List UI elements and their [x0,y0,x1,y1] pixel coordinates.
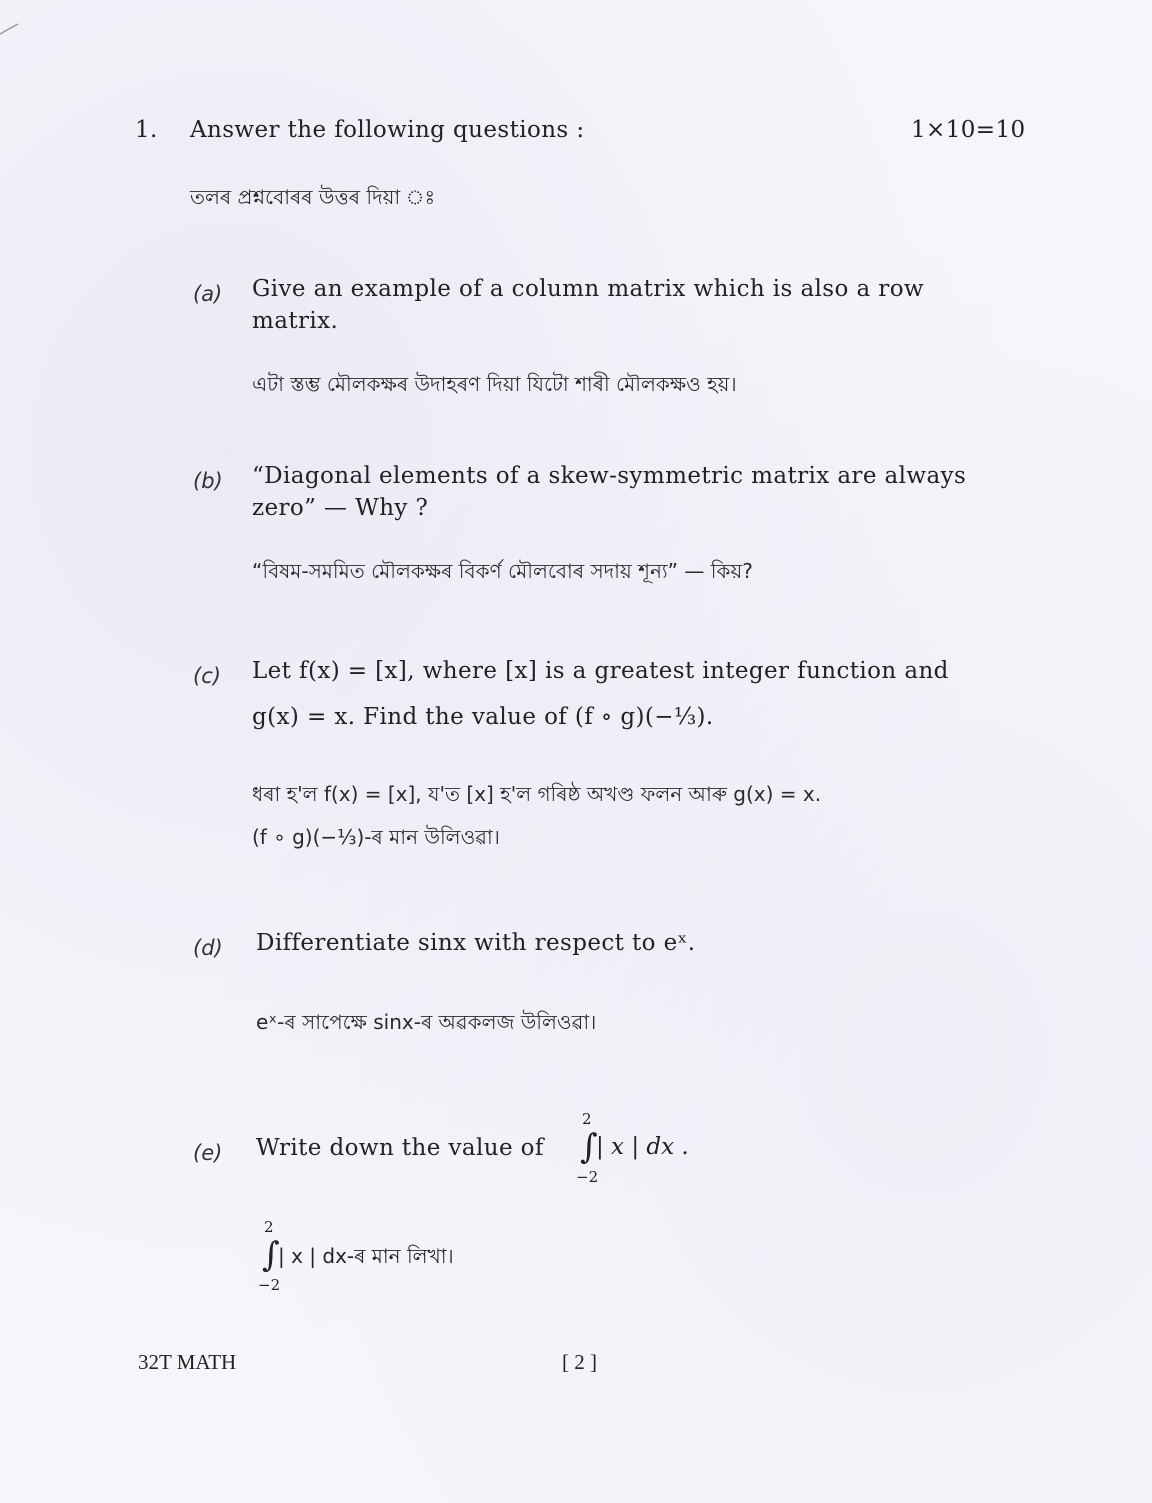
integral-lower-limit: −2 [576,1168,599,1186]
part-a-en-line1: Give an example of a column matrix which is also a row [252,276,925,302]
part-e-en: Write down the value of [256,1135,544,1161]
part-d-bn: eˣ-ৰ সাপেক্ষে sinx-ৰ অৱকলজ উলিওৱা। [256,1010,597,1034]
integral-sign-icon: ∫ [580,1127,598,1167]
integrand-bn: | x | dx-ৰ মান লিখা। [278,1244,454,1268]
part-a-label: (a) [193,282,223,306]
part-a-en-line2: matrix. [252,308,339,334]
integral-lower-limit-bn: −2 [258,1276,281,1294]
part-b-label: (b) [193,469,223,493]
footer-page-number: [ 2 ] [562,1350,597,1374]
part-b-en-line2: zero” — Why ? [252,495,429,521]
question-marks: 1×10=10 [911,117,1026,143]
part-c-label: (c) [193,664,221,688]
integral-sign-icon: ∫ [262,1235,280,1275]
part-b-bn: “বিষম-সমমিত মৌলকক্ষৰ বিকর্ণ মৌলবোৰ সদায় শূন্য” — কিয়? [252,559,753,583]
part-c-bn-line2: (f ∘ g)(−⅓)-ৰ মান উলিওৱা। [252,825,500,849]
part-c-en-line1: Let f(x) = [x], where [x] is a greatest integer function and [252,658,949,684]
integrand-en: | x | dx . [596,1134,689,1160]
part-d-label: (d) [193,936,223,960]
question-number: 1. [135,117,158,143]
part-a-bn: এটা স্তম্ভ মৌলকক্ষৰ উদাহৰণ দিয়া যিটো শাৰী মৌলকক্ষও হয়। [252,372,737,396]
integral-upper-limit: 2 [582,1110,592,1128]
corner-scan-mark [0,0,40,40]
question-instruction-en: Answer the following questions : [190,117,585,143]
part-e-label: (e) [193,1141,223,1165]
part-c-en-line2: g(x) = x. Find the value of (f ∘ g)(−⅓). [252,704,714,730]
question-instruction-bn: তলৰ প্ৰশ্নবোৰৰ উত্তৰ দিয়া ঃ [190,185,436,209]
part-c-bn-line1: ধৰা হ'ল f(x) = [x], য'ত [x] হ'ল গৰিষ্ঠ অখণ্ড ফলন আৰু g(x) = x. [252,782,822,806]
integral-upper-limit-bn: 2 [264,1218,274,1236]
part-b-en-line1: “Diagonal elements of a skew-symmetric matrix are always [252,463,967,489]
part-d-en: Differentiate sinx with respect to eˣ. [256,930,696,956]
footer-code: 32T MATH [138,1350,237,1374]
